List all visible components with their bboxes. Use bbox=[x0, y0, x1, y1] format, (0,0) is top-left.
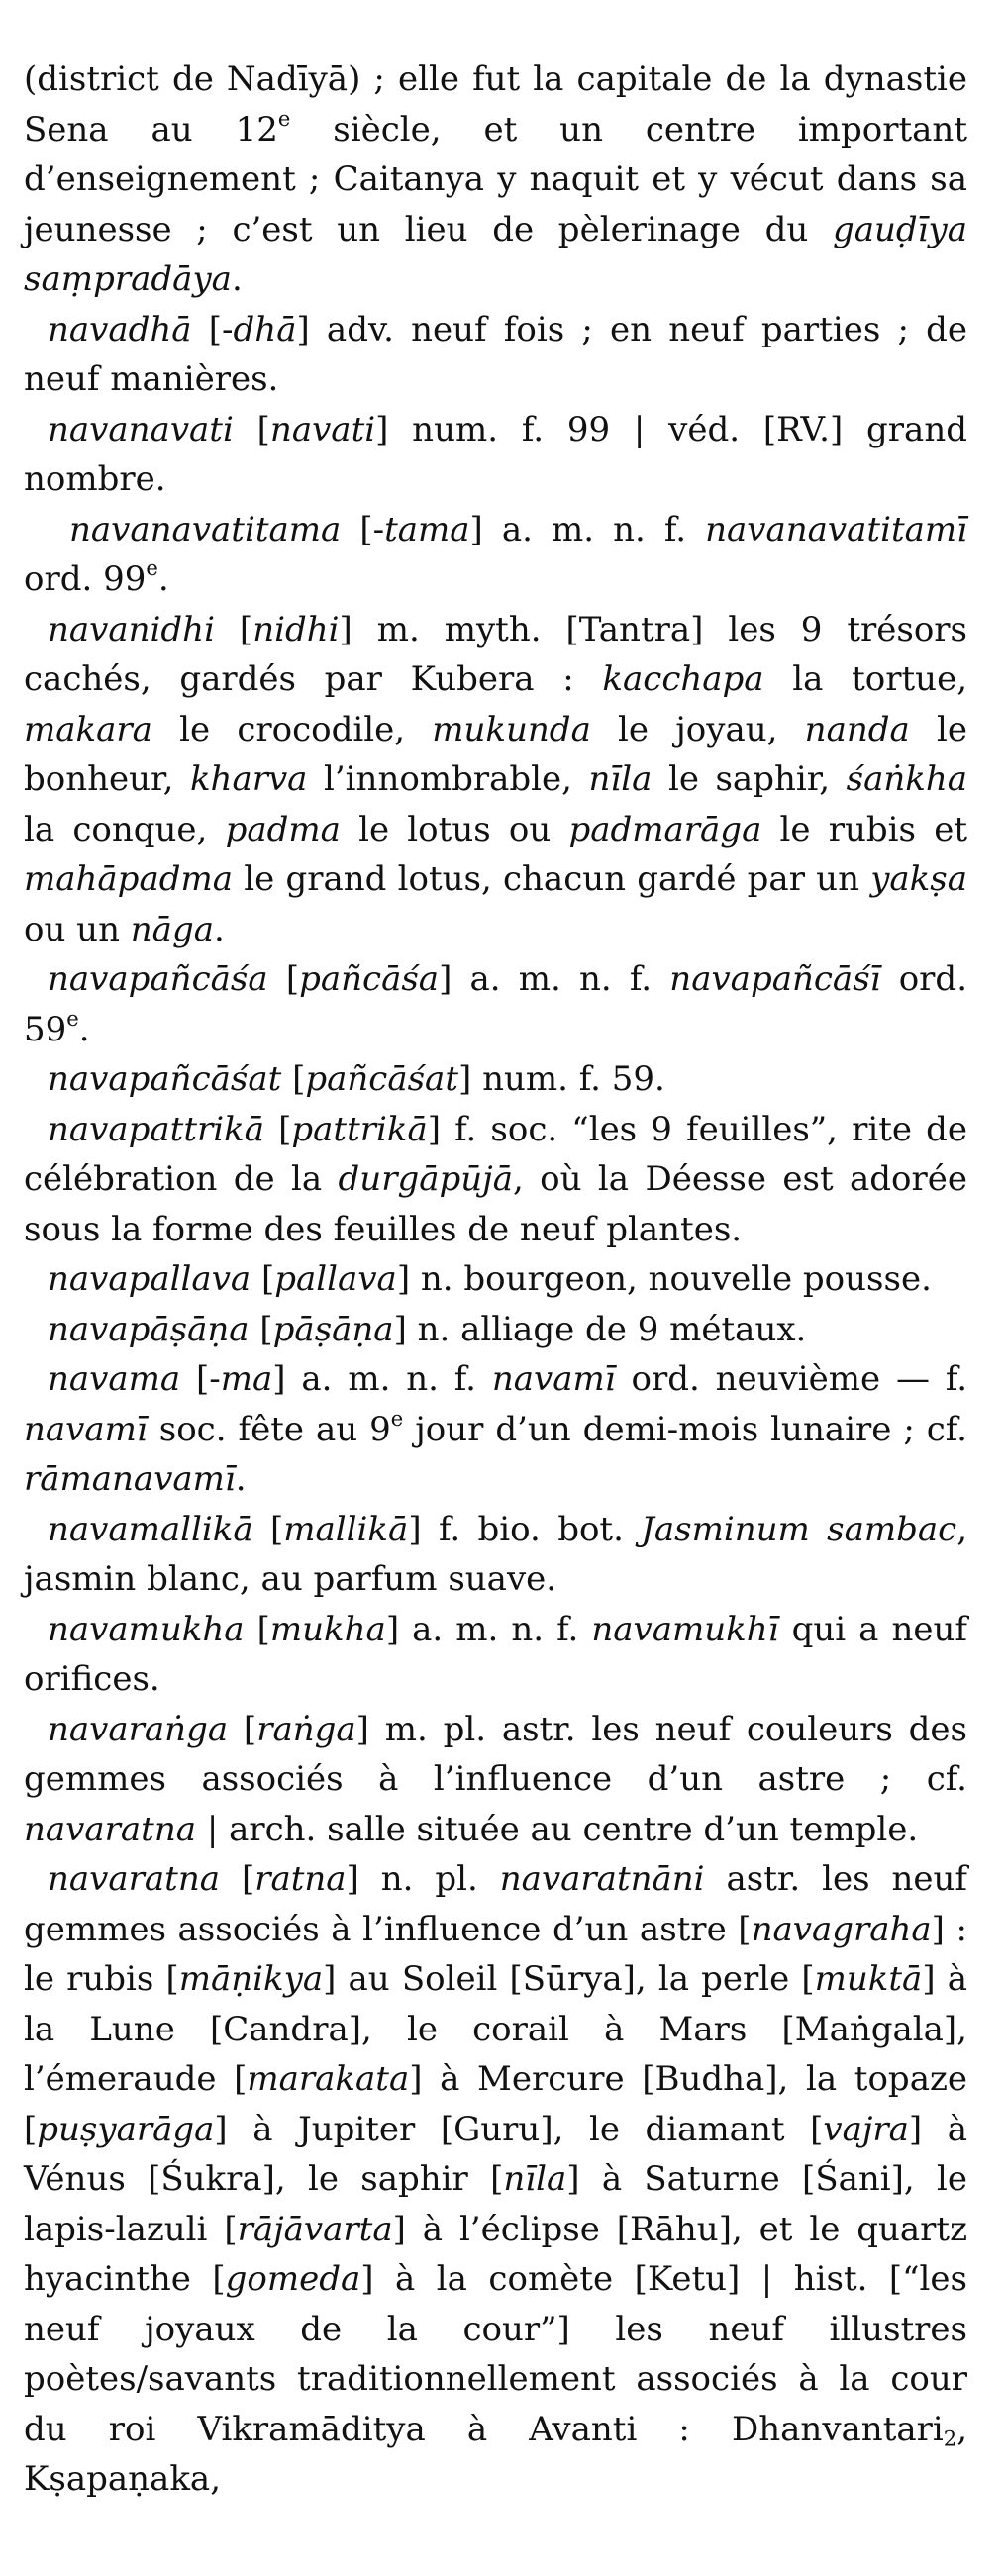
entry-text: ] num. f. 99 | véd. [RV.] grand nombre. bbox=[24, 409, 967, 499]
dictionary-entry bbox=[24, 1305, 967, 1355]
italic-term: navanidhi bbox=[48, 609, 215, 649]
dictionary-entry bbox=[24, 1505, 967, 1605]
italic-term: navamukhī bbox=[591, 1609, 779, 1649]
entry-text: , où la Déesse est adorée sous la forme des feuilles de neuf plantes. bbox=[24, 1159, 967, 1249]
entry-text: [ bbox=[233, 409, 270, 449]
entry-text: ] num. f. 59. bbox=[458, 1059, 665, 1099]
italic-term: Jasminum sambac bbox=[641, 1509, 957, 1549]
italic-term: kharva bbox=[189, 759, 308, 799]
entry-text: soc. fête au 9 bbox=[147, 1409, 391, 1449]
italic-term: nīla bbox=[503, 2159, 567, 2199]
entry-text: le grand lotus, chacun gardé par un bbox=[233, 859, 871, 899]
italic-term: rājāvarta bbox=[237, 2209, 393, 2249]
dictionary-entry bbox=[24, 954, 967, 1054]
entry-text: ] m. myth. [Tantra] les 9 trésors cachés, gardés par Kubera : bbox=[24, 609, 967, 699]
italic-term: nidhi bbox=[252, 609, 340, 649]
entry-text: [- bbox=[341, 509, 385, 549]
italic-term: mallikā bbox=[283, 1509, 409, 1549]
italic-term: padmarāga bbox=[568, 809, 762, 849]
entry-text: ] à la Lune [Candra], le corail à Mars [Maṅgala], l’émeraude [ bbox=[24, 1959, 968, 2099]
entry-text: . bbox=[235, 1459, 247, 1499]
dictionary-entry bbox=[24, 54, 967, 305]
italic-term: nīla bbox=[588, 759, 653, 799]
entry-text: jour d’un demi-mois lunaire ; cf. bbox=[403, 1409, 967, 1449]
entry-text: [ bbox=[251, 1259, 275, 1299]
italic-term: navama bbox=[48, 1359, 181, 1399]
italic-term: marakata bbox=[247, 2059, 410, 2099]
entry-text: , Kṣapaṇaka, bbox=[24, 2409, 967, 2499]
entry-text: [ bbox=[267, 959, 300, 999]
entry-text: [ bbox=[244, 1609, 270, 1649]
entry-text: ] a. m. n. f. bbox=[439, 959, 670, 999]
italic-term: navapattrikā bbox=[48, 1109, 265, 1149]
italic-term: navamallikā bbox=[48, 1509, 253, 1549]
italic-term: gomeda bbox=[225, 2259, 361, 2299]
italic-term: navaratnāni bbox=[499, 1859, 705, 1899]
dictionary-entry bbox=[24, 1354, 967, 1505]
entry-text: le rubis et bbox=[761, 809, 967, 849]
italic-term: navagraha bbox=[751, 1909, 932, 1949]
italic-term: mukha bbox=[269, 1609, 386, 1649]
italic-term: navapallava bbox=[48, 1259, 251, 1299]
ordinal-superscript: e bbox=[390, 1405, 404, 1431]
italic-term: pallava bbox=[274, 1259, 397, 1299]
entry-text: ] m. pl. astr. les neuf couleurs des gemmes associés à l’influence d’un astre ; cf. bbox=[24, 1709, 968, 1799]
italic-term: ma bbox=[220, 1359, 273, 1399]
homonym-subscript: 2 bbox=[943, 2425, 957, 2450]
italic-term: navapañcāśa bbox=[48, 959, 268, 999]
italic-term: vajra bbox=[823, 2109, 909, 2149]
italic-term: navapañcāśī bbox=[669, 959, 881, 999]
entry-text: [ bbox=[281, 1059, 306, 1099]
entry-text: le saphir, bbox=[652, 759, 847, 799]
italic-term: mahāpadma bbox=[24, 859, 233, 899]
italic-term: māṇikya bbox=[178, 1959, 324, 1999]
entry-text: la tortue, bbox=[763, 659, 967, 699]
italic-term: makara bbox=[24, 709, 152, 749]
italic-term: ratna bbox=[254, 1859, 347, 1899]
entry-text: ] au Soleil [Sūrya], la perle [ bbox=[323, 1959, 815, 1999]
entry-text: [- bbox=[180, 1359, 221, 1399]
dictionary-entries bbox=[24, 54, 967, 2505]
italic-term: raṅga bbox=[256, 1709, 356, 1749]
entry-text: le joyau, bbox=[590, 709, 805, 749]
entry-text: ] n. alliage de 9 métaux. bbox=[393, 1309, 807, 1349]
entry-text: siècle, et un centre important d’enseignement ; Caitanya y naquit et y vécut dans sa jeunesse ; c’est un lieu de pèlerinage du bbox=[24, 109, 967, 249]
italic-term: puṣyarāga bbox=[37, 2109, 215, 2149]
entry-text: qui a neuf orifices. bbox=[24, 1609, 967, 1699]
italic-term: nanda bbox=[804, 709, 910, 749]
dictionary-entry bbox=[24, 1605, 967, 1705]
italic-term: navapañcāśat bbox=[48, 1059, 282, 1099]
italic-term: navaratna bbox=[24, 1809, 197, 1849]
entry-text: ] à Mercure [Budha], la topaze [ bbox=[24, 2059, 968, 2149]
entry-text: ou un bbox=[24, 909, 131, 949]
italic-term: tama bbox=[384, 509, 470, 549]
entry-text: ] à Vénus [Śukra], le saphir [ bbox=[24, 2109, 968, 2199]
entry-text: ord. 59 bbox=[24, 959, 967, 1049]
italic-term: mukunda bbox=[432, 709, 591, 749]
italic-term: navaraṅga bbox=[48, 1709, 229, 1749]
italic-term: gauḍīya saṃpradāya bbox=[24, 209, 967, 299]
dictionary-entry bbox=[24, 1854, 967, 2505]
italic-term: navapāṣāṇa bbox=[48, 1309, 250, 1349]
entry-text: la conque, bbox=[24, 809, 226, 849]
entry-text: ] adv. neuf fois ; en neuf parties ; de neuf manières. bbox=[24, 309, 967, 399]
italic-term: pāṣāṇa bbox=[272, 1309, 394, 1349]
entry-text: ] à l’éclipse [Rāhu], et le quartz hyacinthe [ bbox=[24, 2209, 967, 2299]
entry-text: le crocodile, bbox=[151, 709, 433, 749]
entry-text: ] n. bourgeon, nouvelle pousse. bbox=[396, 1259, 932, 1299]
dictionary-entry bbox=[24, 1105, 967, 1255]
italic-term: śaṅkha bbox=[846, 759, 968, 799]
entry-text: [ bbox=[252, 1509, 284, 1549]
italic-term: rāmanavamī bbox=[24, 1459, 236, 1499]
italic-term: pattrikā bbox=[291, 1109, 428, 1149]
italic-term: yakṣa bbox=[870, 859, 967, 899]
entry-text: ] a. m. n. f. bbox=[385, 1609, 592, 1649]
entry-text: . bbox=[157, 559, 169, 599]
dictionary-entry bbox=[24, 1254, 967, 1305]
entry-text: . bbox=[231, 259, 243, 299]
italic-term: navati bbox=[269, 409, 376, 449]
entry-text: astr. les neuf gemmes associés à l’influence d’un astre [ bbox=[24, 1859, 967, 1949]
entry-text: ] : le rubis [ bbox=[24, 1909, 967, 1999]
italic-term: muktā bbox=[814, 1959, 923, 1999]
italic-term: navaratna bbox=[48, 1859, 221, 1899]
entry-text: ] f. bio. bot. bbox=[408, 1509, 642, 1549]
italic-term: nāga bbox=[130, 909, 214, 949]
entry-text: le lotus ou bbox=[340, 809, 569, 849]
entry-text: ] à Saturne [Śani], le lapis-lazuli [ bbox=[24, 2159, 968, 2249]
entry-text: (district de Nadīyā) ; elle fut la capitale de la dynastie Sena au 12 bbox=[24, 59, 967, 149]
entry-text: ord. 99 bbox=[24, 559, 147, 599]
entry-text: ] à la comète [Ketu] | hist. [“les neuf joyaux de la cour”] les neuf illustres poètes/savants traditionnellement associés à la cour du roi Vikramāditya à Avanti : Dhanvantari bbox=[24, 2259, 967, 2449]
dictionary-entry bbox=[24, 605, 967, 955]
italic-term: pañcāśat bbox=[305, 1059, 458, 1099]
ordinal-superscript: e bbox=[66, 1005, 79, 1031]
italic-term: navanavatitamī bbox=[705, 509, 967, 549]
italic-term: navamī bbox=[491, 1359, 616, 1399]
dictionary-entry bbox=[24, 1054, 967, 1105]
ordinal-superscript: e bbox=[277, 105, 291, 131]
italic-term: durgāpūjā bbox=[338, 1159, 513, 1199]
italic-term: navamī bbox=[24, 1409, 148, 1449]
italic-term: dhā bbox=[233, 309, 297, 349]
italic-term: navadhā bbox=[48, 309, 192, 349]
entry-text: [ bbox=[214, 609, 253, 649]
italic-term: navanavatitama bbox=[69, 509, 342, 549]
entry-text: | arch. salle située au centre d’un temple. bbox=[196, 1809, 919, 1849]
entry-text: ] à Jupiter [Guru], le diamant [ bbox=[214, 2109, 824, 2149]
entry-text: ] f. soc. “les 9 feuilles”, rite de célébration de la bbox=[24, 1109, 967, 1199]
entry-text: , jasmin blanc, au parfum suave. bbox=[24, 1509, 968, 1599]
entry-text: l’innombrable, bbox=[307, 759, 589, 799]
entry-text: [ bbox=[220, 1859, 255, 1899]
italic-term: navamukha bbox=[48, 1609, 245, 1649]
entry-text: ] n. pl. bbox=[346, 1859, 500, 1899]
entry-text: . bbox=[213, 909, 225, 949]
entry-text: ] a. m. n. f. bbox=[272, 1359, 492, 1399]
entry-text: [- bbox=[191, 309, 234, 349]
entry-text: ] a. m. n. f. bbox=[469, 509, 706, 549]
italic-term: padma bbox=[225, 809, 341, 849]
italic-term: pañcāśa bbox=[299, 959, 440, 999]
entry-text: [ bbox=[249, 1309, 273, 1349]
entry-text: le bonheur, bbox=[24, 709, 967, 799]
dictionary-entry bbox=[24, 505, 967, 605]
entry-text: [ bbox=[228, 1709, 257, 1749]
italic-term: kacchapa bbox=[602, 659, 764, 699]
entry-text: . bbox=[78, 1009, 90, 1049]
entry-text: ord. neuvième — f. bbox=[615, 1359, 967, 1399]
dictionary-entry bbox=[24, 305, 967, 405]
dictionary-entry bbox=[24, 1705, 967, 1855]
italic-term: navanavati bbox=[48, 409, 234, 449]
ordinal-superscript: e bbox=[146, 554, 158, 580]
entry-text: [ bbox=[264, 1109, 292, 1149]
dictionary-entry bbox=[24, 405, 967, 505]
